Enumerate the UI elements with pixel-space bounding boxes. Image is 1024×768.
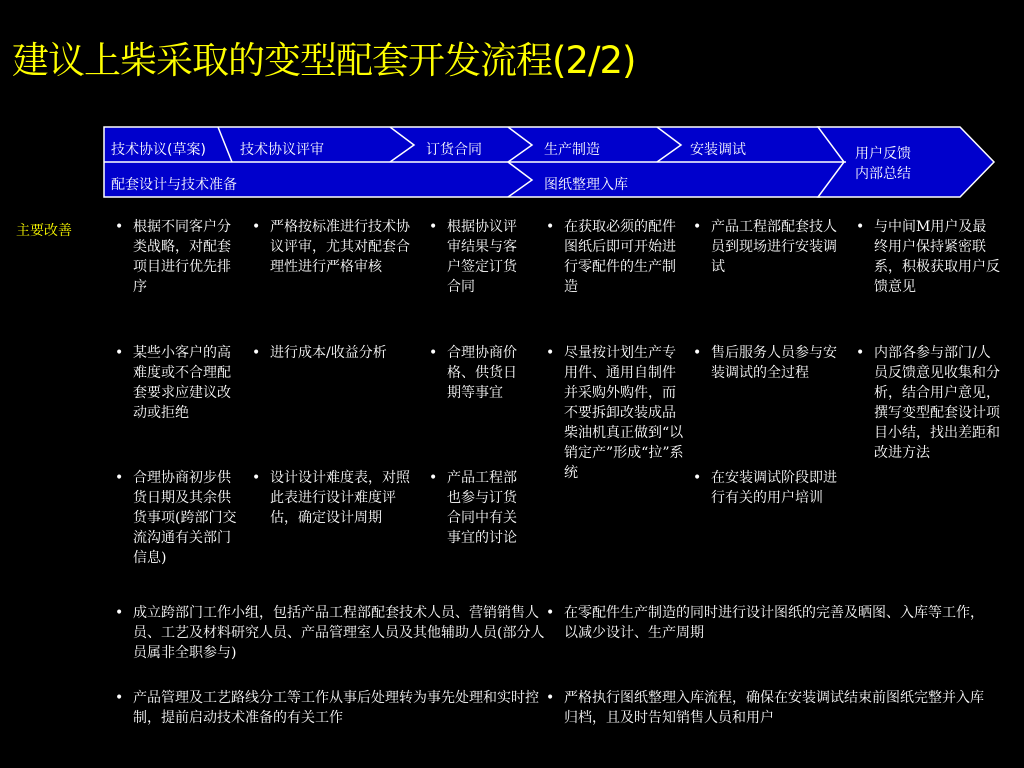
- stage-feedback-line2: 内部总结: [855, 166, 911, 182]
- bullet-c4-1: • 在获取必须的配件图纸后即可开始进行零配件的生产制造: [546, 219, 676, 295]
- bullet-c5-2: • 售后服务人员参与安装调试的全过程: [693, 345, 837, 381]
- stage-feedback-line1: 用户反馈: [855, 146, 911, 162]
- stage-installation: 安装调试: [690, 142, 746, 158]
- main-improvements-label: 主要改善: [16, 223, 72, 239]
- bullet-c1-2: • 某些小客户的高难度或不合理配套要求应建议改动或拒绝: [115, 345, 231, 421]
- stage-production: 生产制造: [544, 142, 600, 158]
- bullet-c1-1: • 根据不同客户分类战略，对配套项目进行优先排序: [115, 219, 231, 295]
- bullet-b1-2: • 产品管理及工艺路线分工等工作从事后处理转为事先处理和实时控制，提前启动技术准备的有关工作: [115, 690, 539, 726]
- bullet-c2-1: • 严格按标准进行技术协议评审，尤其对配套合理性进行严格审核: [252, 219, 410, 275]
- bullet-c2-2: • 进行成本/收益分析: [252, 345, 387, 361]
- bullet-b2-2: • 严格执行图纸整理入库流程，确保在安装调试结束前图纸完整并入库归档，且及时告知销售人员和用户: [546, 690, 984, 726]
- bullet-c5-3: • 在安装调试阶段即进行有关的用户培训: [693, 470, 837, 506]
- bullet-b2-1: • 在零配件生产制造的同时进行设计图纸的完善及晒图、入库等工作，以减少设计、生产周期: [546, 605, 984, 641]
- bullet-c3-2: • 合理协商价格、供货日期等事宜: [429, 345, 517, 401]
- bullet-c6-2: • 内部各参与部门/人员反馈意见收集和分析，结合用户意见，撰写变型配套设计项目小结，找出差距和改进方法: [856, 345, 1000, 461]
- bullet-c6-1: • 与中间M用户及最终用户保持紧密联系，积极获取用户反馈意见: [856, 219, 1000, 295]
- stage-design-prep: 配套设计与技术准备: [111, 177, 237, 193]
- page-title: 建议上柴采取的变型配套开发流程(2/2): [12, 39, 636, 82]
- stage-drawing-archive: 图纸整理入库: [544, 177, 628, 193]
- stage-order-contract: 订货合同: [426, 142, 482, 158]
- bullet-c3-3: • 产品工程部也参与订货合同中有关事宜的讨论: [429, 470, 517, 546]
- bullet-c2-3: • 设计设计难度表，对照此表进行设计难度评估，确定设计周期: [252, 470, 410, 526]
- stage-tech-agreement-draft: 技术协议(草案): [111, 142, 206, 158]
- bullet-b1-1: • 成立跨部门工作小组，包括产品工程部配套技术人员、营销销售人员、工艺及材料研究人员、产品管理室人员及其他辅助人员(部分人员属非全职参与): [115, 605, 545, 661]
- bullet-c4-2: • 尽量按计划生产专用件、通用自制件并采购外购件，而不要拆卸改装成品柴油机真正做到“以销定产”形成“拉”系统: [546, 345, 684, 481]
- bullet-c1-3: • 合理协商初步供货日期及其余供货事项(跨部门交流沟通有关部门信息): [115, 470, 237, 566]
- bullet-c5-1: • 产品工程部配套技人员到现场进行安装调试: [693, 219, 837, 275]
- bullet-c3-1: • 根据协议评审结果与客户签定订货合同: [429, 219, 517, 295]
- stage-feedback-summary: [855, 144, 911, 184]
- stage-tech-agreement-review: 技术协议评审: [240, 142, 324, 158]
